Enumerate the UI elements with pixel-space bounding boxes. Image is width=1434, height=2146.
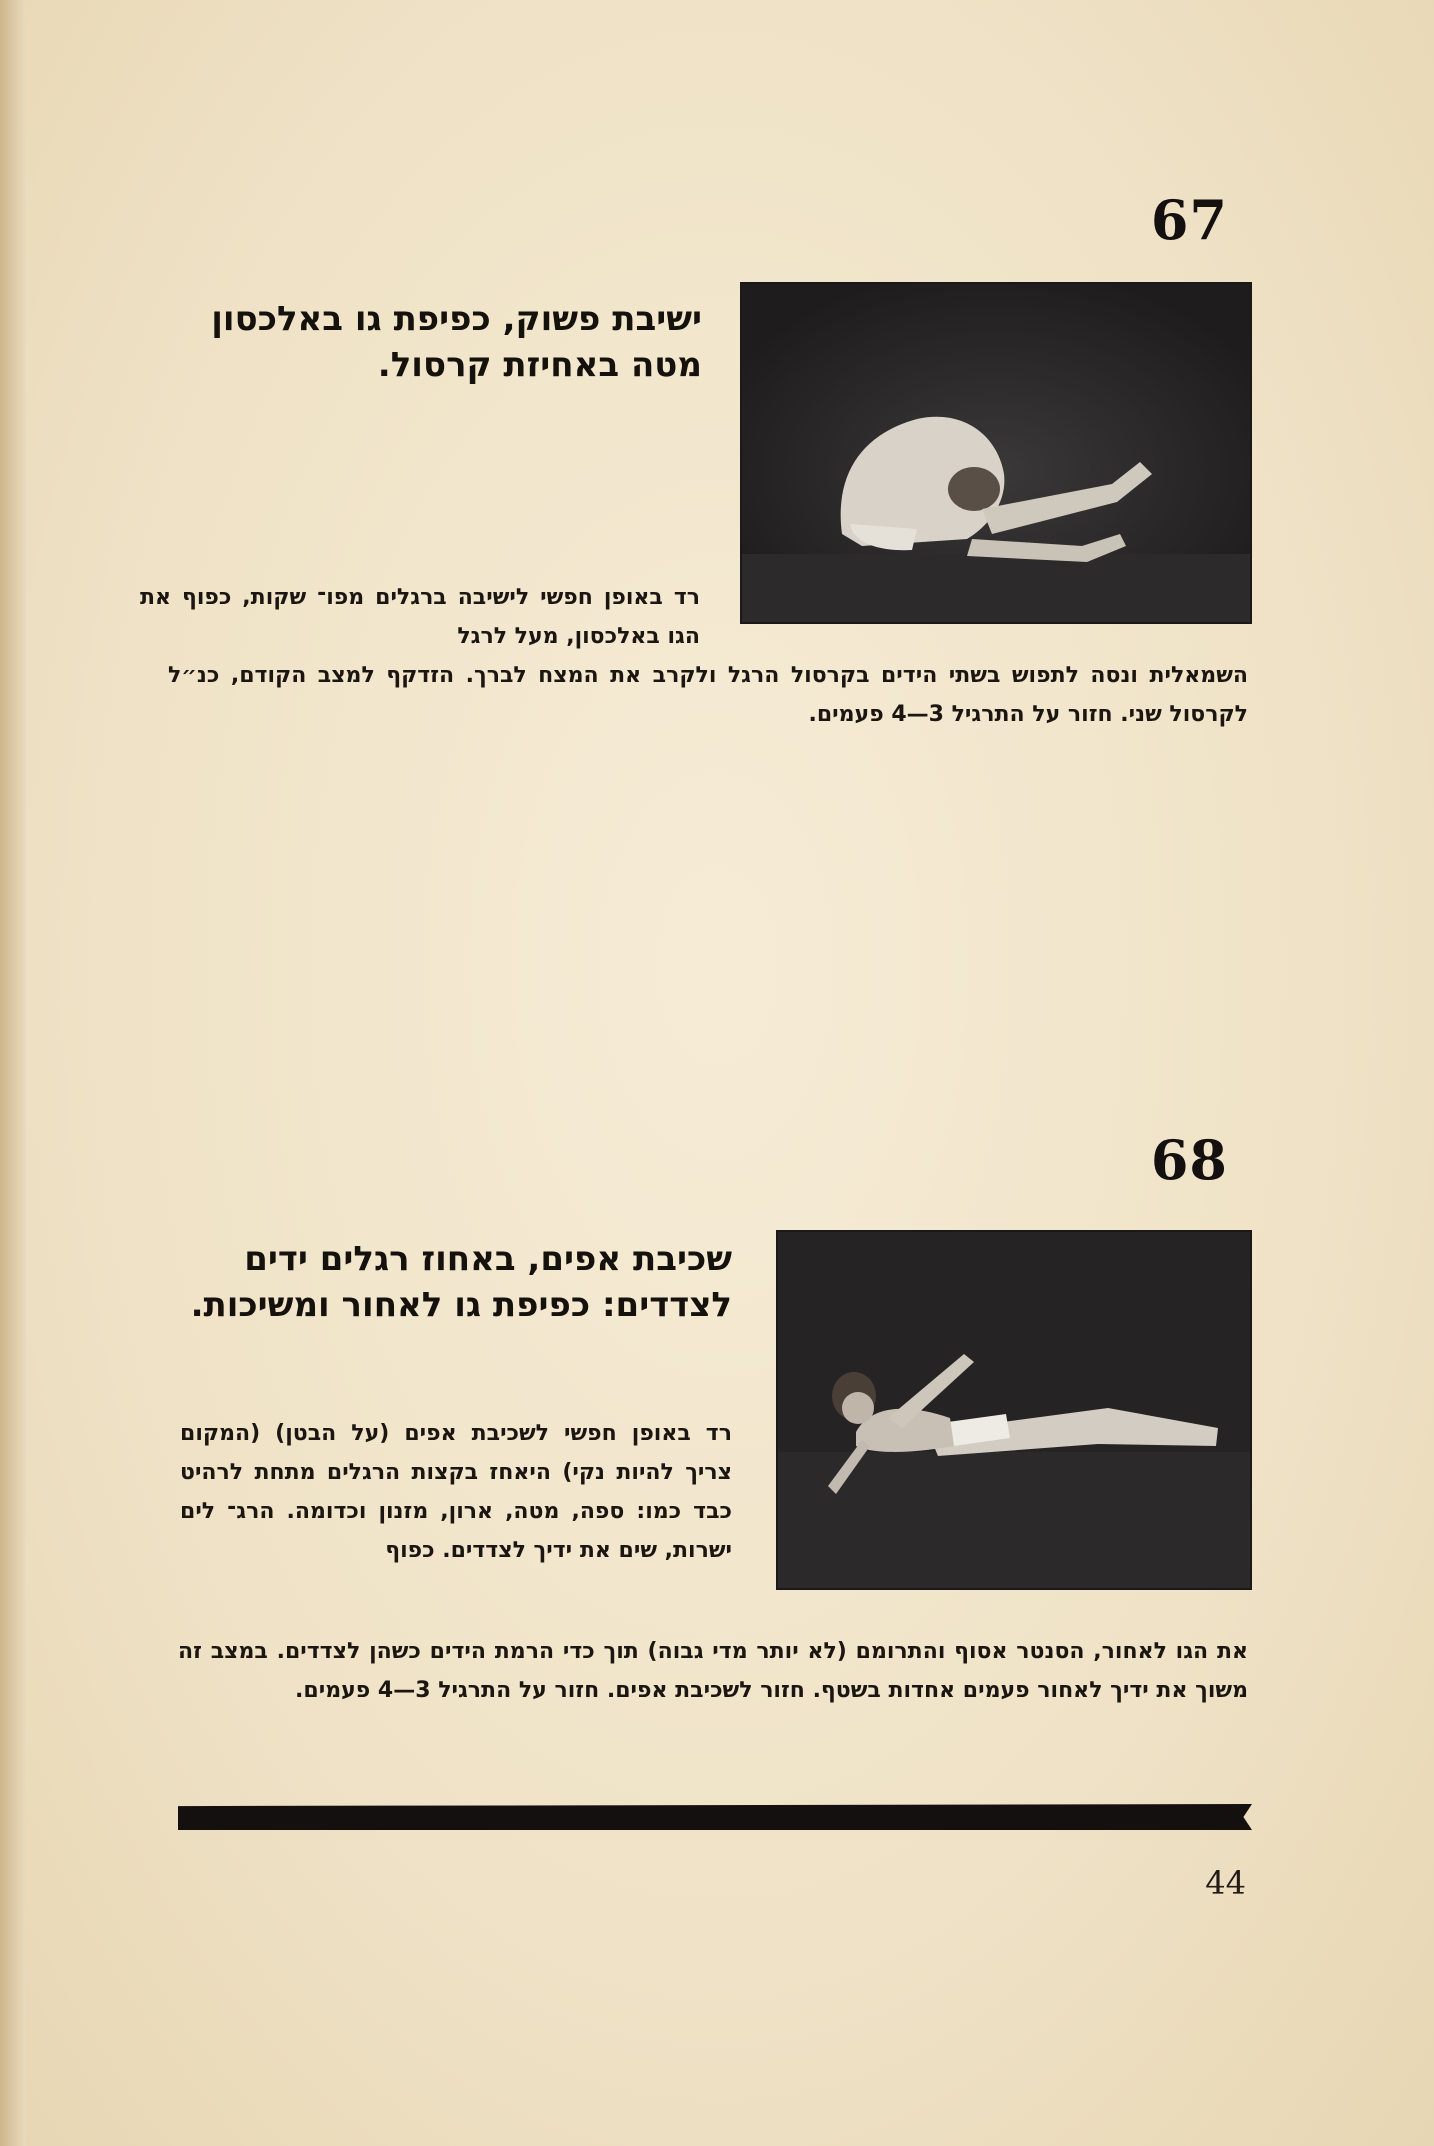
exercise-68-full-text: את הגו לאחור, הסנטר אסוף והתרומם (לא יותר מדי גבוה) תוך כדי הרמת הידים כשהן לצדדים. במצב זה משוך את ידיך לאחור פעמים אחדות בשטף. חזור לשכיבת אפים. חזור על התרגיל 3—4 פעמים. [178,1639,1248,1703]
exercise-68-side-text: רד באופן חפשי לשכיבת אפים (על הבטן) (המקום צריך להיות נקי) היאחז בקצות הרגלים מתחת לרהיט כבד כמו: ספה, מטה, ארון, מזנון וכדומה. הרג־ לים ישרות, שים את ידיך לצדדים. כפוף [180,1421,732,1563]
exercise-67-title [142,296,702,388]
page-spine-shadow [0,0,26,2146]
prone-back-extension-figure [778,1232,1250,1588]
exercise-68-title-line1: שכיבת אפים, באחוז רגלים ידים [244,1239,732,1279]
exercise-67-title-line1: ישיבת פשוק, כפיפת גו באלכסון [211,299,702,339]
exercise-67-full-text: השמאלית ונסה לתפוש בשתי הידים בקרסול הרגל ולקרב את המצח לברך. הזדקף למצב הקודם, כנ״ל לקרסול שני. חזור על התרגיל 3—4 פעמים. [168,663,1248,727]
exercise-68-number: 68 [1150,1128,1228,1192]
exercise-67-side-text: רד באופן חפשי לישיבה ברגלים מפו־ שקות, כפוף את הגו באלכסון, מעל לרגל [140,585,700,649]
exercise-67-number: 67 [1150,188,1228,252]
exercise-68-photo [776,1230,1252,1590]
seated-forward-bend-figure [742,284,1250,622]
exercise-67-title-line2: מטה באחיזת קרסול. [377,345,702,385]
page-number: 44 [1205,1864,1246,1902]
exercise-68-title-line2: לצדדים: כפיפת גו לאחור ומשיכות. [190,1285,732,1325]
exercise-68-title [172,1236,732,1328]
section-divider-rule [178,1804,1252,1830]
exercise-67-photo [740,282,1252,624]
